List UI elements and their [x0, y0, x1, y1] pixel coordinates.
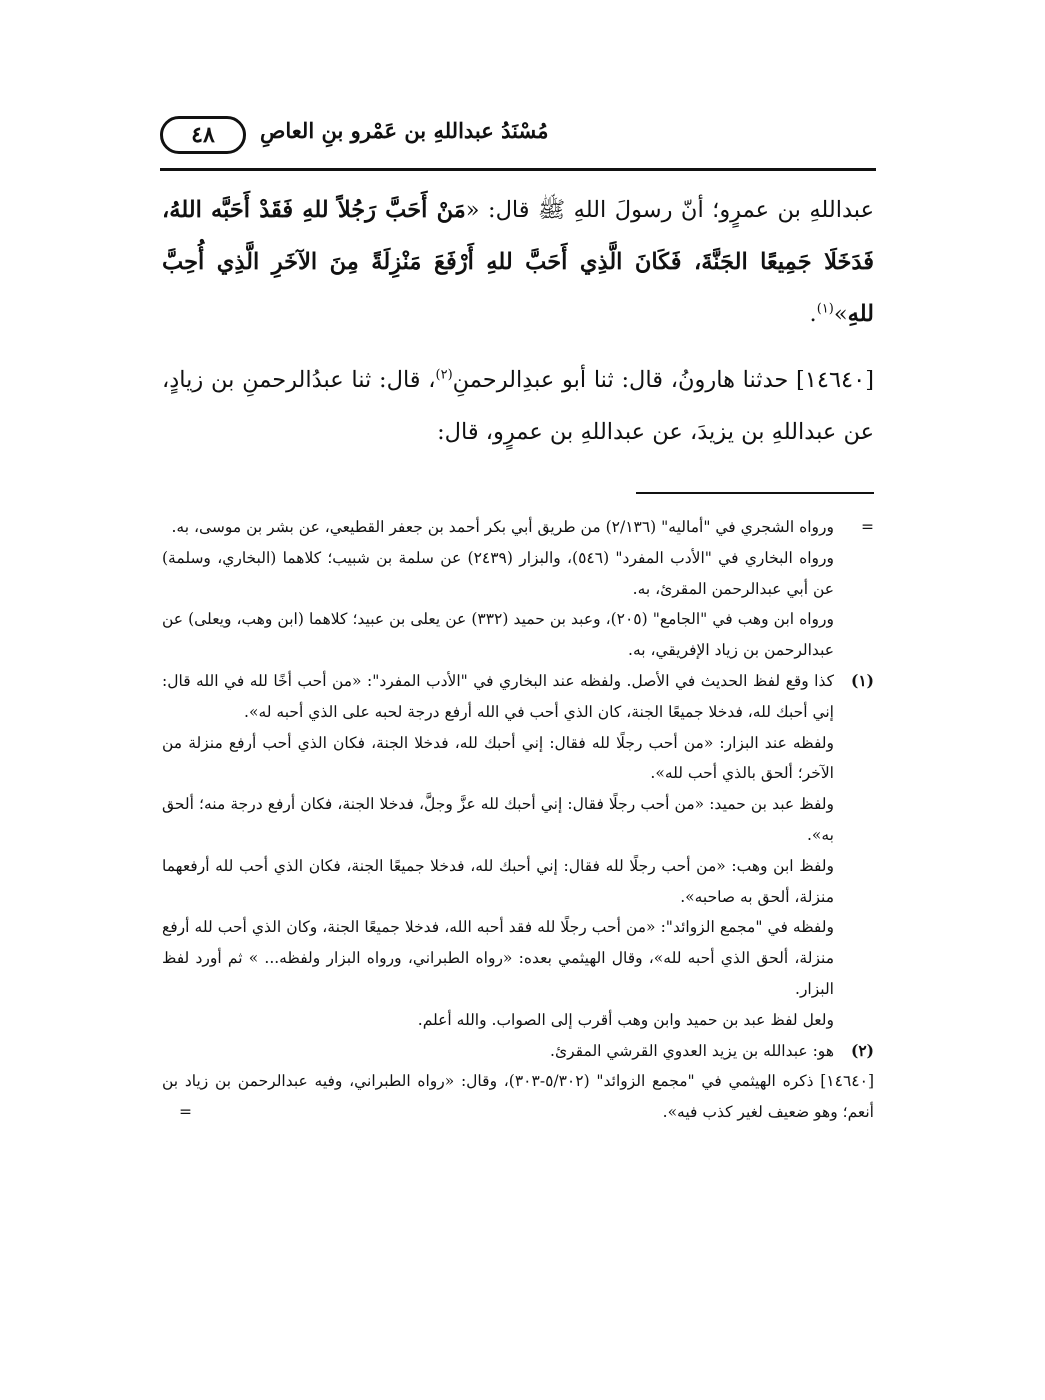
footnote-paragraph: ولفظه عند البزار: «من أحب رجلًا لله فقال: إني أحبك لله، فدخلا الجنة، فكان الذي أحب أرفع منزلة من الآخر؛ ألحق بالذي أحب لله».: [162, 733, 834, 783]
isnad-paragraph: [162, 354, 874, 458]
continuation-marker: =: [861, 518, 874, 536]
continues-marker: =: [179, 1103, 192, 1122]
footnote-paragraph: هو: عبدالله بن يزيد العدوي القرشي المقرئ.: [550, 1041, 834, 1060]
footnote-ref-2[interactable]: (٢): [435, 367, 453, 383]
footnote-2-body: [162, 1036, 834, 1067]
footnote-2-marker: (٢): [850, 1040, 874, 1060]
footnote-paragraph: ولفظه في "مجمع الزوائد": «من أحب رجلًا لله فقد أحبه الله، فدخلا جميعًا الجنة، وكان الذي أحب لله أرفع منزلة، ألحق الذي أحبه لله»، وقال الهيثمي بعده: «رواه الطبراني، ورواه البزار ولفظه... » ثم أورد لفظ البزار.: [162, 918, 834, 998]
hadith-paragraph: [162, 184, 874, 340]
isnad-text-a: [١٤٦٤٠] حدثنا هارونُ، قال: ثنا أبو عبدِالرحمنِ: [452, 367, 874, 393]
hadith-note-text: [١٤٦٤٠] ذكره الهيثمي في "مجمع الزوائد" (٥/٣٠٢-٣٠٣)، وقال: «رواه الطبراني، وفيه عبدالرحمن بن زياد بن أنعم؛ وهو ضعيف لغير كذب فيه».: [162, 1072, 874, 1122]
para-end: .: [809, 301, 817, 327]
footnote-1-body: [162, 666, 834, 1036]
footnote-continuation: [162, 512, 874, 666]
footnote-paragraph: كذا وقع لفظ الحديث في الأصل. ولفظه عند البخاري في "الأدب المفرد": «من أحب أخًا لله في الله قال: إني أحبك لله، فدخلا جميعًا الجنة، كان الذي أحب في الله أرفع درجة لحبه على الذي أحبه له».: [162, 671, 834, 721]
continuation-body: [162, 512, 834, 666]
footnote-separator: [636, 492, 874, 494]
footnote-1-marker: (١): [850, 670, 874, 690]
isnad-text-b: ، قال: ثنا عبدُالرحمنِ بن زيادٍ، عن عبداللهِ بن يزيدَ، عن عبداللهِ بن عمرٍو، قال:: [162, 367, 874, 445]
footnote-2: [162, 1036, 874, 1067]
hadith-matn: مَنْ أَحَبَّ رَجُلاً للهِ فَقَدْ أَحَبَّه اللهُ، فَدَخَلَا جَمِيعًا الجَنَّةَ، فَكَانَ الَّذِي أَحَبَّ للهِ أَرْفَعَ مَنْزِلَةً مِنَ الآخَرِ الَّذِي أُحِبَّ للهِ: [162, 197, 874, 327]
footnote-paragraph: ولعل لفظ عبد بن حميد وابن وهب أقرب إلى الصواب. والله أعلم.: [417, 1010, 834, 1029]
footnote-line: ورواه ابن وهب في "الجامع" (٢٠٥)، وعبد بن حميد (٣٣٢) عن يعلى بن عبيد؛ كلاهما (ابن وهب، ويعلى) عن عبدالرحمن بن زياد الإفريقي، به.: [162, 610, 834, 660]
footnote-paragraph: ولفظ عبد بن حميد: «من أحب رجلًا فقال: إني أحبك لله عزَّ وجلَّ، فدخلا الجنة، فكان أرفع درجة منه؛ ألحق به».: [162, 795, 834, 844]
footnote-line: ورواه البخاري في "الأدب المفرد" (٥٤٦)، والبزار (٢٤٣٩) عن سلمة بن شبيب؛ كلاهما (البخاري، وسلمة) عن أبي عبدالرحمن المقرئ، به.: [162, 548, 834, 598]
running-title: مُسْنَدُ عبداللهِ بن عَمْرو بنِ العاصِ: [260, 118, 549, 143]
hadith-note: [162, 1066, 874, 1128]
footnote-1: [162, 666, 874, 1036]
page-number: ٤٨: [160, 116, 246, 154]
header-rule: [160, 168, 876, 171]
footnote-paragraph: ولفظ ابن وهب: «من أحب رجلًا لله فقال: إني أحبك لله، فدخلا جميعًا الجنة، فكان الذي أحب لله أرفعهما منزلة، ألحق به صاحبه».: [162, 856, 834, 906]
footnote-line: ورواه الشجري في "أماليه" (٢/١٣٦) من طريق أبي بكر أحمد بن جعفر القطيعي، عن بشر بن موسى، به.: [171, 518, 834, 536]
footnote-ref-1[interactable]: (١): [816, 301, 834, 317]
quote-close: »: [833, 301, 848, 327]
footnotes: [162, 512, 874, 1128]
main-text: [162, 184, 874, 458]
page-header: [160, 110, 880, 162]
hadith-lead: عبداللهِ بن عمرٍو؛ أنّ رسولَ اللهِ ﷺ قال: «: [465, 197, 875, 223]
